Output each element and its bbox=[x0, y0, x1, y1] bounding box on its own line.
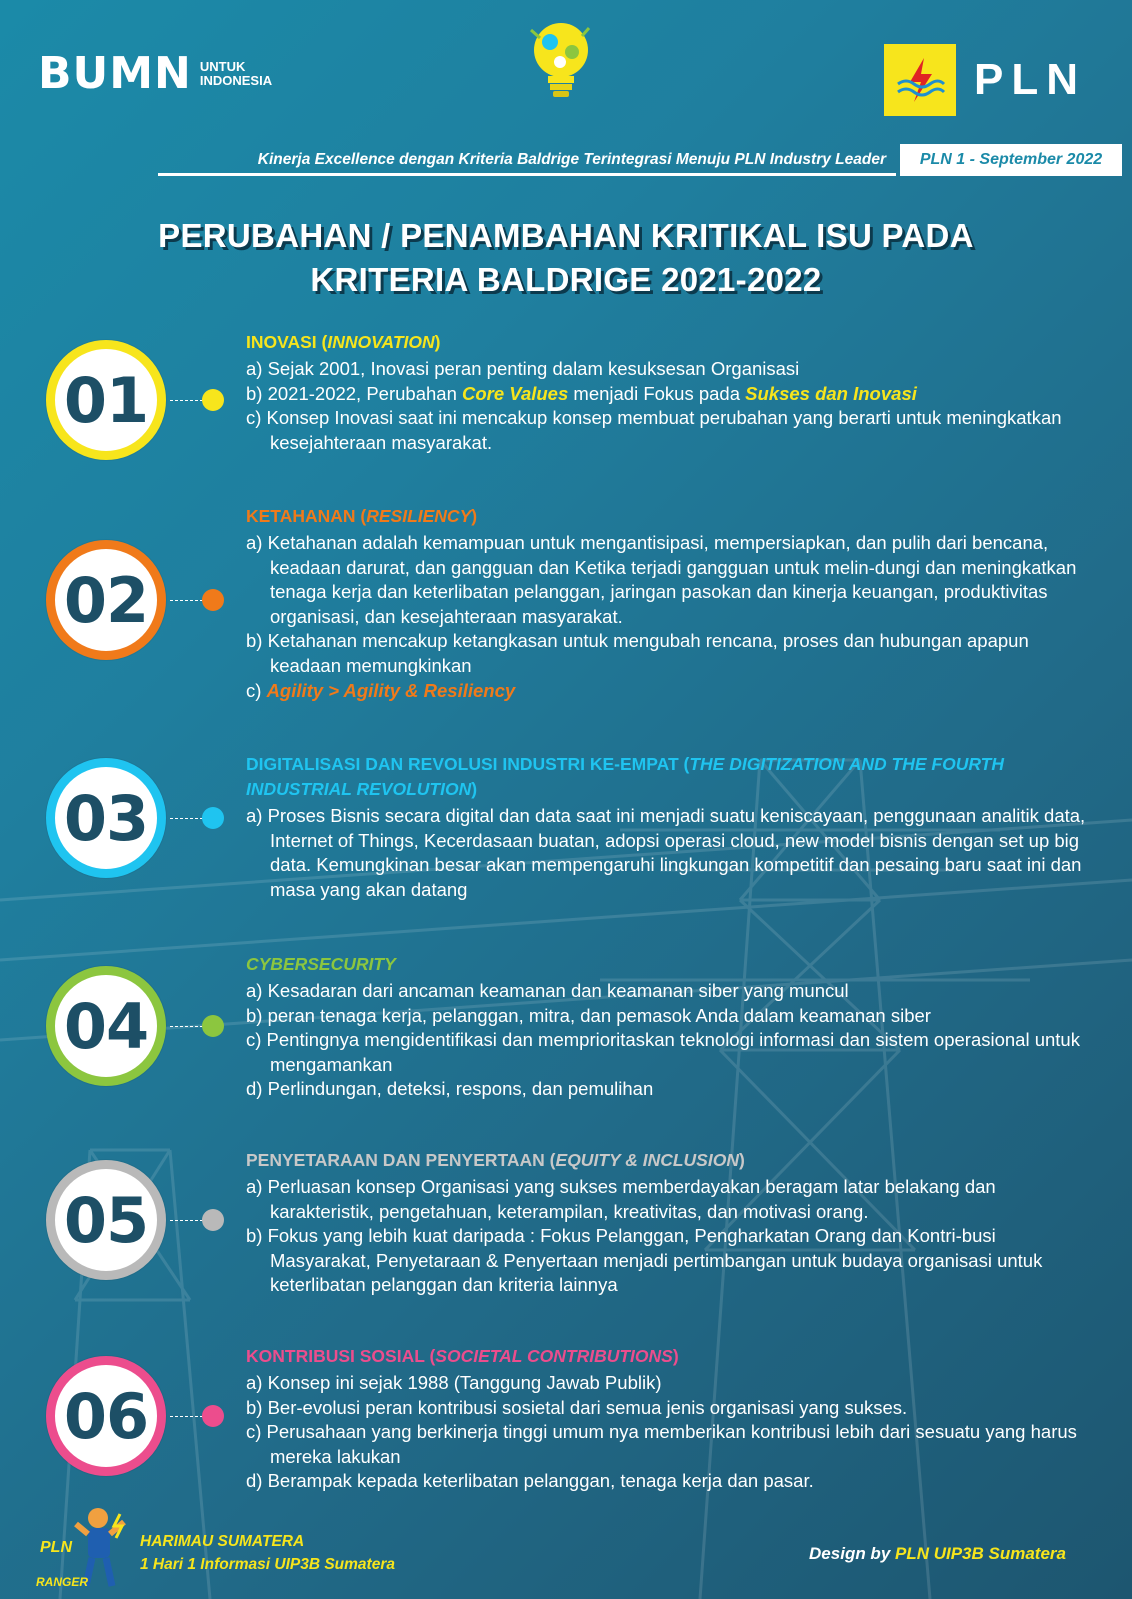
section-heading bbox=[246, 952, 1096, 977]
list-item: a) Kesadaran dari ancaman keamanan dan keamanan siber yang muncul bbox=[246, 980, 849, 1001]
highlight-agility: Agility > Agility & Resiliency bbox=[266, 679, 516, 701]
section-heading bbox=[246, 330, 1096, 355]
heading-italic: INNOVATION bbox=[327, 332, 435, 352]
item-text: menjadi Fokus pada bbox=[568, 382, 746, 404]
lightning-icon bbox=[894, 54, 946, 106]
footer-design-by: Design by bbox=[809, 1544, 895, 1563]
bullet-dot bbox=[202, 1015, 224, 1037]
bumn-logo-word: BUMN bbox=[38, 48, 192, 99]
heading-main: KONTRIBUSI SOSIAL ( bbox=[246, 1346, 436, 1366]
page-title bbox=[0, 214, 1132, 302]
list-item: a) Perluasan konsep Organisasi yang sukses memberdayakan beragam latar belakang dan karakteristik, pengetahuan, keterampilan, kreativitas, dan motivasi orang. bbox=[246, 1176, 996, 1222]
list-item: d) Perlindungan, deteksi, respons, dan pemulihan bbox=[246, 1078, 654, 1100]
section-heading bbox=[246, 1148, 1096, 1173]
list-item: b) Ketahanan mencakup ketangkasan untuk mengubah rencana, proses dan hubungan apapun keadaan memungkinkan bbox=[246, 630, 1029, 676]
list-item: a) Konsep ini sejak 1988 (Tanggung Jawab Publik) bbox=[246, 1372, 662, 1393]
heading-italic: CYBERSECURITY bbox=[246, 954, 396, 974]
ranger-label-ranger: RANGER bbox=[36, 1575, 89, 1588]
bumn-logo bbox=[38, 48, 273, 99]
section-content bbox=[246, 1148, 1096, 1298]
ranger-label-pln: PLN bbox=[40, 1539, 72, 1556]
highlight-core-values: Core Values bbox=[462, 382, 569, 404]
section-number: 01 bbox=[63, 363, 149, 437]
list-item: b) Ber-evolusi peran kontribusi sosietal dari semua jenis organisasi yang sukses. bbox=[246, 1396, 908, 1418]
section-number-circle bbox=[46, 758, 166, 878]
list-item bbox=[246, 382, 1096, 407]
section-heading bbox=[246, 504, 1096, 529]
section-number: 03 bbox=[63, 781, 149, 855]
footer-campaign bbox=[140, 1530, 395, 1576]
pln-logo-mark bbox=[884, 44, 956, 116]
list-item: b) peran tenaga kerja, pelanggan, mitra, dan pemasok Anda dalam keamanan siber bbox=[246, 1004, 931, 1026]
section-number-circle bbox=[46, 540, 166, 660]
page-title-line2: KRITERIA BALDRIGE 2021-2022 bbox=[310, 261, 822, 298]
footer-campaign-title: HARIMAU SUMATERA bbox=[140, 1533, 305, 1550]
heading-end: ) bbox=[471, 779, 478, 799]
heading-main: DIGITALISASI DAN REVOLUSI INDUSTRI KE-EMPAT ( bbox=[246, 754, 690, 774]
section-content bbox=[246, 1344, 1096, 1494]
section-number: 02 bbox=[63, 563, 149, 637]
heading-italic: SOCIETAL CONTRIBUTIONS bbox=[435, 1346, 673, 1366]
pln-logo-text: PLN bbox=[974, 55, 1086, 104]
heading-main: INOVASI ( bbox=[246, 332, 328, 352]
section-number-circle bbox=[46, 1356, 166, 1476]
edition-badge bbox=[900, 144, 1122, 176]
section-number-circle bbox=[46, 1160, 166, 1280]
heading-main: PENYETARAAN DAN PENYERTAAN ( bbox=[246, 1150, 556, 1170]
list-item bbox=[246, 679, 1096, 704]
heading-end: ) bbox=[672, 1346, 679, 1366]
list-item: a) Sejak 2001, Inovasi peran penting dalam kesuksesan Organisasi bbox=[246, 358, 800, 379]
section-heading bbox=[246, 752, 1096, 802]
heading-italic: EQUITY & INCLUSION bbox=[555, 1150, 739, 1170]
item-text: c) bbox=[246, 679, 267, 701]
heading-end: ) bbox=[471, 506, 478, 526]
heading-italic: THE DIGITIZATION AND THE FOURTH INDUSTRIAL REVOLUTION bbox=[246, 754, 1005, 799]
bumn-sub-line1: UNTUK bbox=[199, 59, 246, 75]
tagline-bar bbox=[158, 146, 896, 176]
section-content bbox=[246, 952, 1096, 1102]
bullet-dot bbox=[202, 1405, 224, 1427]
heading-main: KETAHANAN ( bbox=[246, 506, 367, 526]
section-content bbox=[246, 504, 1096, 703]
list-item: c) Pentingnya mengidentifikasi dan memprioritaskan teknologi informasi dan sistem operasional untuk mengamankan bbox=[246, 1029, 1080, 1075]
bumn-sub-line2: INDONESIA bbox=[199, 73, 273, 88]
bullet-dot bbox=[202, 1209, 224, 1231]
lightbulb-icon bbox=[526, 18, 596, 106]
section-number: 05 bbox=[63, 1183, 149, 1257]
section-content bbox=[246, 752, 1096, 902]
pln-logo bbox=[884, 44, 1086, 116]
list-item: a) Proses Bisnis secara digital dan data saat ini menjadi suatu keniscayaan, penggunaan analitik data, Internet of Things, Kecerdasaan buatan, adopsi operasi cloud, new model bisnis dengan set up big data. Kemungkinan besar akan mempengaruhi lingkungan kompetitif dan pesaing baru saat ini dan masa yang akan datang bbox=[246, 805, 1086, 900]
heading-italic: RESILIENCY bbox=[366, 506, 472, 526]
list-item: c) Konsep Inovasi saat ini mencakup konsep membuat perubahan yang berarti untuk meningkatkan kesejahteraan masyarakat. bbox=[246, 407, 1062, 453]
footer-campaign-subtitle: 1 Hari 1 Informasi UIP3B Sumatera bbox=[140, 1556, 395, 1573]
item-text: b) 2021-2022, Perubahan bbox=[246, 382, 463, 404]
section-heading bbox=[246, 1344, 1096, 1369]
edition-text: PLN 1 - September 2022 bbox=[919, 151, 1103, 168]
heading-end: ) bbox=[434, 332, 441, 352]
page-title-line1: PERUBAHAN / PENAMBAHAN KRITIKAL ISU PADA bbox=[158, 217, 974, 254]
list-item: d) Berampak kepada keterlibatan pelanggan, tenaga kerja dan pasar. bbox=[246, 1470, 814, 1492]
bumn-logo-subtitle bbox=[200, 60, 272, 87]
footer-credit bbox=[809, 1544, 1066, 1564]
section-number: 06 bbox=[63, 1379, 149, 1453]
highlight-sukses-inovasi: Sukses dan Inovasi bbox=[745, 382, 917, 404]
list-item: a) Ketahanan adalah kemampuan untuk mengantisipasi, mempersiapkan, dan pulih dari bencana, keadaan darurat, dan gangguan dan Ketika terjadi gangguan untuk melin-dungi dan meningkatkan tenaga kerja dan keterlibatan pelanggan, jaringan pasokan dan kinerja keuangan, produktivitas organisasi, dan kesejahteraan masyarakat. bbox=[246, 532, 1077, 627]
tagline: Kinerja Excellence dengan Kriteria Baldrige Terintegrasi Menuju PLN Industry Leader bbox=[257, 150, 886, 168]
bullet-dot bbox=[202, 589, 224, 611]
section-number-circle bbox=[46, 340, 166, 460]
bullet-dot bbox=[202, 389, 224, 411]
footer-design-org: PLN UIP3B Sumatera bbox=[895, 1544, 1066, 1563]
list-item: b) Fokus yang lebih kuat daripada : Fokus Pelanggan, Pengharkatan Orang dan Kontri-busi Masyarakat, Penyetaraan & Penyertaan menjadi pertimbangan untuk budaya organisasi untuk keterlibatan pelanggan dan kriteria lainnya bbox=[246, 1225, 1043, 1296]
pln-ranger-mascot-icon bbox=[36, 1504, 136, 1588]
section-number-circle bbox=[46, 966, 166, 1086]
section-content bbox=[246, 330, 1096, 455]
section-number: 04 bbox=[63, 989, 149, 1063]
bullet-dot bbox=[202, 807, 224, 829]
heading-end: ) bbox=[738, 1150, 745, 1170]
list-item: c) Perusahaan yang berkinerja tinggi umum nya memberikan kontribusi lebih dari sesuatu yang harus mereka lakukan bbox=[246, 1421, 1077, 1467]
